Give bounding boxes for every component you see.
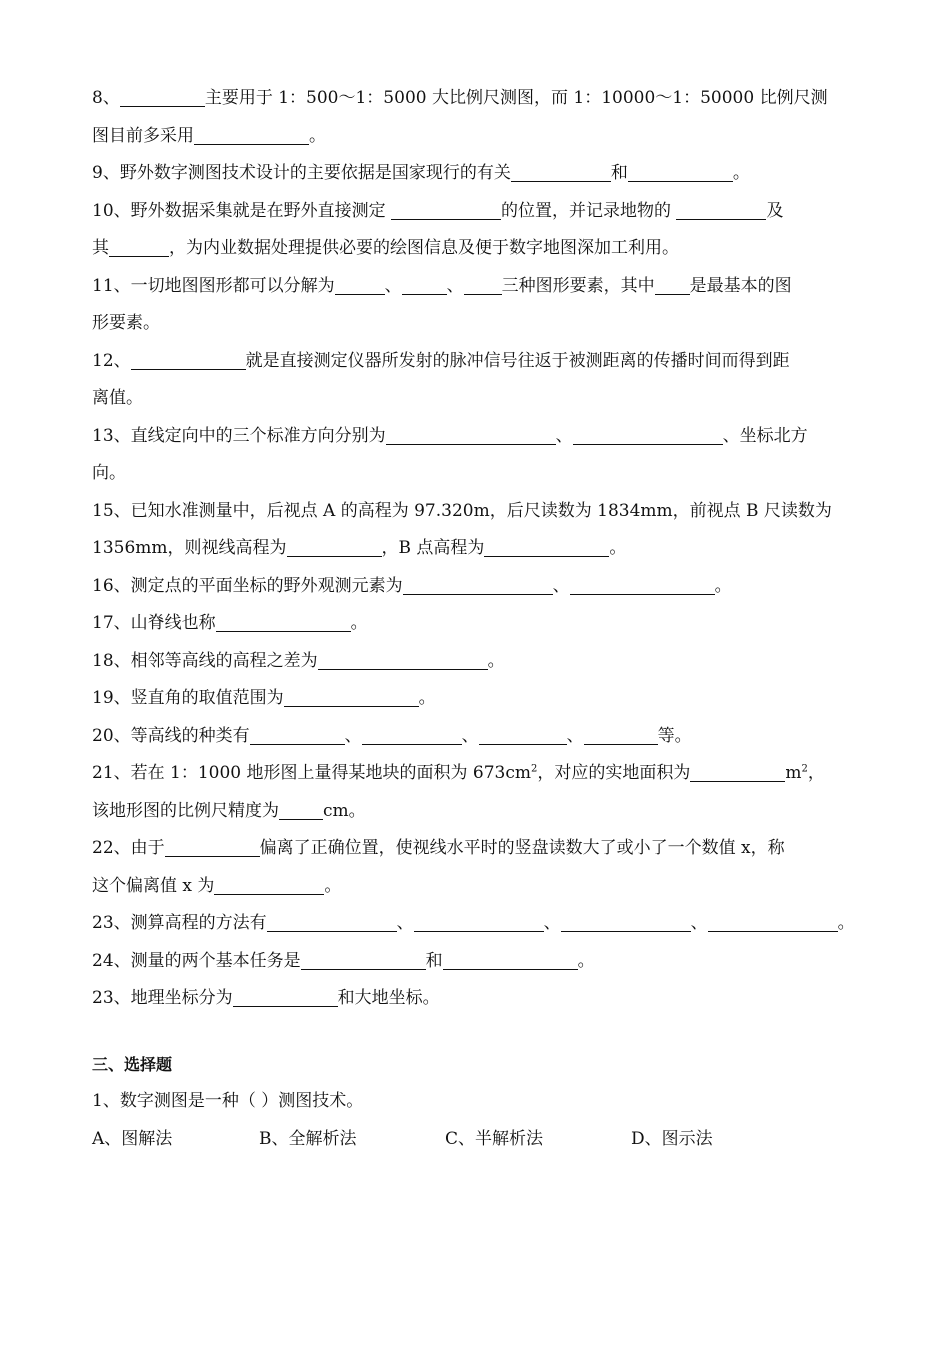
question-list — [92, 80, 860, 1158]
unit-cm: cm。 — [323, 800, 366, 821]
question-13-cont — [92, 455, 860, 493]
q13-text-3: 向。 — [92, 463, 126, 483]
question-15 — [92, 493, 860, 531]
answer-blank[interactable] — [318, 649, 488, 670]
q17-text: 17、山脊线也称 — [92, 613, 216, 633]
choice-options — [92, 1121, 860, 1159]
q11-text-4: 形要素。 — [92, 313, 160, 333]
q22-text: 22、由于 — [92, 838, 165, 858]
q12-text-2: 离值。 — [92, 388, 143, 408]
question-23b — [92, 980, 860, 1018]
q16-end: 。 — [714, 575, 732, 596]
section-3-title: 三、选择题 — [92, 1054, 173, 1074]
q17-end: 。 — [350, 613, 368, 633]
question-19 — [92, 680, 860, 718]
answer-blank[interactable] — [250, 724, 345, 745]
q8-text-2: 图目前多采用 — [92, 125, 194, 146]
q20-end: 等。 — [657, 725, 692, 746]
question-11 — [92, 268, 860, 306]
separator: 、 — [344, 725, 362, 746]
q11-text-2: 三种图形要素，其中 — [501, 275, 655, 296]
question-13 — [92, 418, 860, 456]
answer-blank[interactable] — [216, 611, 351, 632]
answer-blank[interactable] — [362, 724, 462, 745]
question-24 — [92, 943, 860, 981]
q11-text-3: 是最基本的图 — [689, 275, 792, 296]
question-20 — [92, 718, 860, 756]
q9-end: 。 — [732, 163, 750, 183]
question-12-cont — [92, 380, 860, 418]
separator: 、 — [566, 725, 584, 746]
q8-end: 。 — [309, 125, 326, 146]
superscript: 2 — [801, 763, 808, 775]
question-9 — [92, 155, 860, 193]
answer-blank[interactable] — [655, 274, 690, 295]
separator: 、 — [543, 913, 561, 933]
q9-and: 和 — [610, 163, 628, 183]
option-a[interactable]: A、图解法 — [92, 1128, 173, 1149]
answer-blank[interactable] — [570, 574, 715, 595]
question-23a — [92, 905, 860, 943]
answer-blank[interactable] — [391, 199, 501, 220]
q21-text-3: 该地形图的比例尺精度为 — [92, 800, 279, 821]
answer-blank[interactable] — [165, 836, 260, 857]
answer-blank[interactable] — [287, 536, 382, 557]
question-21 — [92, 755, 860, 793]
question-10-cont — [92, 230, 860, 268]
question-8-cont — [92, 118, 860, 156]
q13-text: 13、直线定向中的三个标准方向分别为 — [92, 425, 386, 446]
question-11-cont — [92, 305, 860, 343]
question-16 — [92, 568, 860, 606]
separator: 、 — [396, 913, 414, 933]
section-gap — [92, 1018, 860, 1046]
separator: 、 — [446, 275, 464, 296]
q19-end: 。 — [418, 688, 436, 708]
question-10 — [92, 193, 860, 231]
answer-blank[interactable] — [676, 199, 766, 220]
choice-question-1: 1、数字测图是一种（ ）测图技术。 — [92, 1091, 364, 1111]
q10-text-4: ，为内业数据处理提供必要的绘图信息及便于数字地图深加工利用。 — [169, 238, 679, 258]
question-21-cont — [92, 793, 860, 831]
answer-blank[interactable] — [301, 949, 426, 970]
question-18 — [92, 643, 860, 681]
answer-blank[interactable] — [443, 949, 578, 970]
answer-blank[interactable] — [511, 161, 611, 182]
q22-text-2: 偏离了正确位置，使视线水平时的竖盘读数大了或小了一个数值 x，称 — [259, 838, 785, 858]
q15-text-3: ，B 点高程为 — [381, 538, 485, 558]
q24-text: 24、测量的两个基本任务是 — [92, 950, 301, 971]
answer-blank[interactable] — [402, 274, 447, 295]
q21-text-2: ，对应的实地面积为 — [537, 763, 691, 783]
q18-end: 。 — [487, 650, 505, 671]
q16-text: 16、测定点的平面坐标的野外观测元素为 — [92, 575, 403, 596]
unit-m: m — [785, 763, 802, 783]
option-c[interactable]: C、半解析法 — [445, 1128, 544, 1149]
q15-text: 15、已知水准测量中，后视点 A 的高程为 97.320m，后尺读数为 1834mm，前视点 B 尺读数为 — [92, 500, 832, 521]
q10-text: 10、野外数据采集就是在野外直接测定 — [92, 200, 392, 221]
q23b-text: 23、地理坐标分为 — [92, 988, 233, 1008]
q8-number: 8、 — [92, 88, 120, 108]
answer-blank[interactable] — [479, 724, 567, 745]
q11-text: 11、一切地图图形都可以分解为 — [92, 275, 335, 296]
answer-blank[interactable] — [628, 161, 733, 182]
q15-end: 。 — [609, 538, 627, 558]
answer-blank[interactable] — [464, 274, 502, 295]
q22-text-3: 这个偏离值 x 为 — [92, 875, 215, 896]
question-15-cont — [92, 530, 860, 568]
answer-blank[interactable] — [573, 424, 723, 445]
answer-blank[interactable] — [584, 724, 658, 745]
answer-blank[interactable] — [131, 349, 246, 370]
q8-text: 主要用于 1：500～1：5000 大比例尺测图，而 1：10000～1：50000 比例尺测 — [204, 88, 828, 108]
superscript: 2 — [531, 763, 538, 775]
question-22 — [92, 830, 860, 868]
answer-blank[interactable] — [690, 761, 785, 782]
q24-and: 和 — [425, 950, 443, 971]
answer-blank[interactable] — [708, 911, 838, 932]
question-8 — [92, 80, 860, 118]
q23a-text: 23、测算高程的方法有 — [92, 913, 267, 933]
separator: 、 — [461, 725, 479, 746]
answer-blank[interactable] — [403, 574, 553, 595]
question-22-cont — [92, 868, 860, 906]
q20-text: 20、等高线的种类有 — [92, 725, 250, 746]
q12-text: 就是直接测定仪器所发射的脉冲信号往返于被测距离的传播时间而得到距 — [245, 350, 790, 371]
separator: 、 — [690, 913, 708, 933]
q23b-text-2: 和大地坐标。 — [337, 988, 440, 1008]
question-12 — [92, 343, 860, 381]
answer-blank[interactable] — [214, 874, 324, 895]
q24-end: 。 — [577, 950, 595, 971]
separator: 、 — [384, 275, 402, 296]
answer-blank[interactable] — [120, 86, 205, 107]
separator: 、 — [552, 575, 570, 596]
answer-blank[interactable] — [484, 536, 609, 557]
q23a-end: 。 — [837, 913, 855, 933]
q10-and: 及 — [766, 200, 784, 221]
answer-blank[interactable] — [414, 911, 544, 932]
q22-end: 。 — [324, 875, 342, 896]
q13-text-2: 、坐标北方 — [722, 425, 808, 446]
answer-blank[interactable] — [386, 424, 556, 445]
q10-text-2: 的位置，并记录地物的 — [501, 200, 677, 221]
answer-blank[interactable] — [561, 911, 691, 932]
comma: ， — [807, 763, 825, 783]
option-b[interactable]: B、全解析法 — [259, 1128, 357, 1149]
q19-text: 19、竖直角的取值范围为 — [92, 688, 284, 708]
question-17 — [92, 605, 860, 643]
option-d[interactable]: D、图示法 — [631, 1128, 713, 1149]
q12-number: 12、 — [92, 350, 131, 371]
answer-blank[interactable] — [194, 124, 309, 145]
q21-text: 21、若在 1：1000 地形图上量得某地块的面积为 673cm — [92, 763, 532, 783]
answer-blank[interactable] — [284, 686, 419, 707]
answer-blank[interactable] — [335, 274, 385, 295]
q9-text: 9、野外数字测图技术设计的主要依据是国家现行的有关 — [92, 163, 511, 183]
answer-blank[interactable] — [279, 799, 323, 820]
answer-blank[interactable] — [267, 911, 397, 932]
q15-text-2: 1356mm，则视线高程为 — [92, 538, 287, 558]
answer-blank[interactable] — [109, 236, 169, 257]
q10-text-3: 其 — [92, 238, 109, 258]
separator: 、 — [555, 425, 573, 446]
q18-text: 18、相邻等高线的高程之差为 — [92, 650, 318, 671]
answer-blank[interactable] — [233, 986, 338, 1007]
